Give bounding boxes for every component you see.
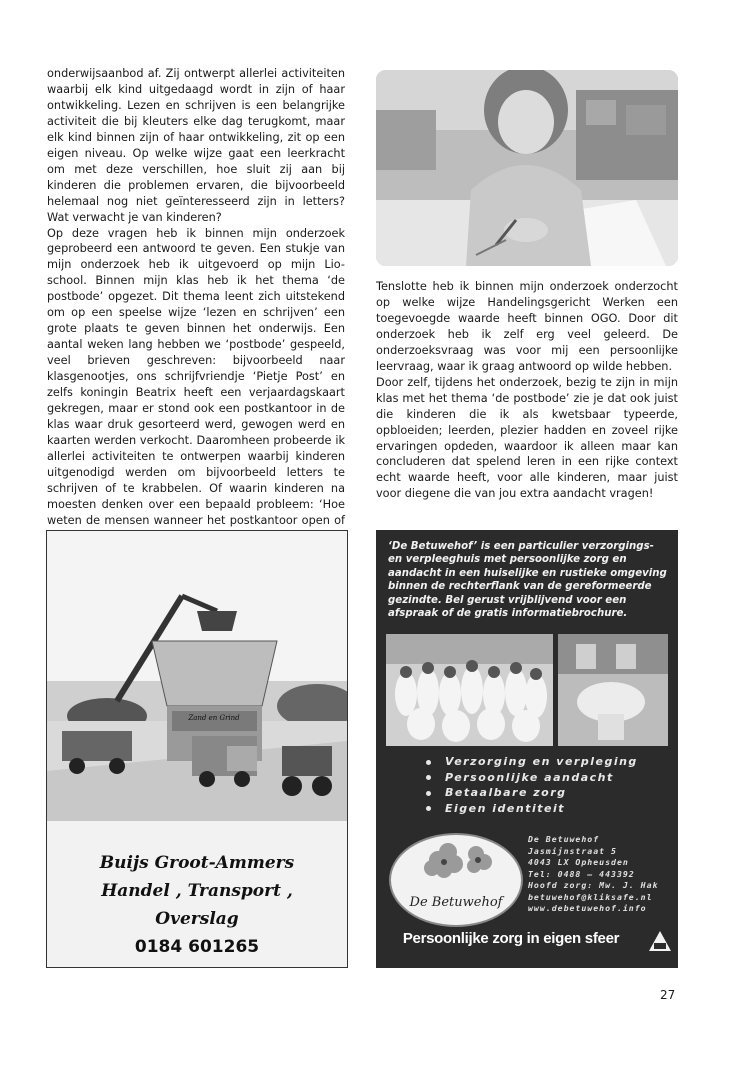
- advertisement-betuwehof: [376, 530, 678, 968]
- contact-line: Hoofd zorg: Mw. J. Hak: [528, 880, 659, 890]
- page-number: 27: [660, 988, 676, 1002]
- article-paragraph: Op deze vragen heb ik binnen mijn onderzoek geprobeerd een antwoord te geven. Een stukje van mijn onderzoek heb ik uitgevoerd op mijn Lio-school. Binnen mijn klas heb ik het thema ‘de postbode’ opgezet. Dit thema leent zich uitstekend om op een speelse wijze ‘lezen en schrijven’ een grote plaats te geven binnen het onderwijs. Een aantal weken lang hebben we ‘postbode’ gespeeld, veel brieven geschreven: bijvoorbeeld naar klasgenootjes, ons schrijfvriendje ‘Pietje Post’ en zelfs koningin Beatrix heeft een verjaardagskaart gekregen, maar er stond ook een postkantoor in de klas waar druk gesorteerd werd, gewogen werd en kaarten werden verkocht. Daaromheen probeerde ik allerlei activiteiten te ontwerpen waarbij kinderen uitgenodigd werden om bijvoorbeeld letters te schrijven of te krabbelen. Of waarin kinderen na moesten denken over een bepaald probleem: ‘Hoe weten de mensen wanneer het postkantoor open of: [47, 226, 345, 527]
- article-left-column: [47, 66, 345, 545]
- sign-text: Zand en Grind: [188, 714, 240, 722]
- list-item: Persoonlijke aandacht: [426, 770, 638, 786]
- ad-intro-text: ‘De Betuwehof’ is een particulier verzorgings- en verpleeghuis met persoonlijke zorg en aandacht in een huiselijke en rustieke omgeving binnen de rechterflank van de gereformeerde gezindte. Bel gerust vrijblijvend voor een afspraak of de gratis informatiebrochure.: [388, 541, 667, 620]
- contact-line: www.debetuwehof.info: [528, 903, 647, 913]
- company-name: Buijs Groot-Ammers: [99, 853, 295, 873]
- logo-text: De Betuwehof: [409, 895, 503, 910]
- list-item: Verzorging en verpleging: [426, 754, 638, 770]
- contact-line: Jasmijnstraat 5: [528, 845, 617, 856]
- ad-slogan: Persoonlijke zorg in eigen sfeer: [402, 930, 620, 947]
- certification-badge-icon: [648, 930, 672, 952]
- contact-line: De Betuwehof: [528, 834, 600, 844]
- article-right-column: [376, 279, 678, 502]
- company-phone: 0184 601265: [134, 937, 260, 957]
- list-item: Betaalbare zorg: [426, 785, 638, 801]
- child-writing-photo: [376, 70, 678, 266]
- contact-line: betuwehof@kliksafe.nl: [528, 891, 653, 902]
- article-paragraph: Door zelf, tijdens het onderzoek, bezig te zijn in mijn klas met het thema ‘de postbode’ zie je dat ook juist die kinderen die ik als kwetsbaar typeerde, opbloeiden; leerden, plezier hadden en zoveel rijke ervaringen opdeden, waardoor ik alleen maar kan concluderen dat spelend leren in een rijke context echt waarde heeft, voor alle kinderen, maar juist voor diegene die van jou extra aandacht vragen!: [376, 375, 678, 501]
- ad-benefits-list: [426, 754, 638, 816]
- article-paragraph: onderwijsaanbod af. Zij ontwerpt allerlei activiteiten waarbij elk kind uitgedaagd wordt in zijn of haar ontwikkeling. Lezen en schrijven is een belangrijke activiteit die bij kleuters elke dag terugkomt, maar elk kind binnen zijn of haar ontwikkeling, zit op een eigen niveau. Op welke wijze gaat een leerkracht om met deze verschillen, hoe sluit zij aan bij kinderen die problemen ervaren, die bijvoorbeeld helemaal nog niet geïnteresseerd zijn in letters? Wat verwacht je van kinderen?: [47, 67, 345, 224]
- contact-details: [528, 834, 673, 915]
- contact-line: Tel: 0488 – 443392: [528, 868, 635, 879]
- staff-and-building-photos: [376, 634, 678, 746]
- betuwehof-logo: [386, 830, 526, 930]
- contact-line: 4043 LX Opheusden: [528, 857, 629, 867]
- advertisement-buijs: [46, 530, 348, 968]
- article-paragraph: Tenslotte heb ik binnen mijn onderzoek onderzocht op welke wijze Handelingsgericht Werken een toegevoegde waarde heeft binnen OGO. Door dit onderzoek heb ik zelf erg veel geleerd. De onderzoeksvraag was voor mij een persoonlijke leervraag, waar ik graag antwoord op wilde hebben.: [376, 280, 678, 373]
- construction-photo: [47, 531, 347, 821]
- list-item: Eigen identiteit: [426, 801, 638, 817]
- company-services: Handel , Transport ,: [101, 881, 293, 901]
- company-services-2: Overslag: [155, 909, 239, 929]
